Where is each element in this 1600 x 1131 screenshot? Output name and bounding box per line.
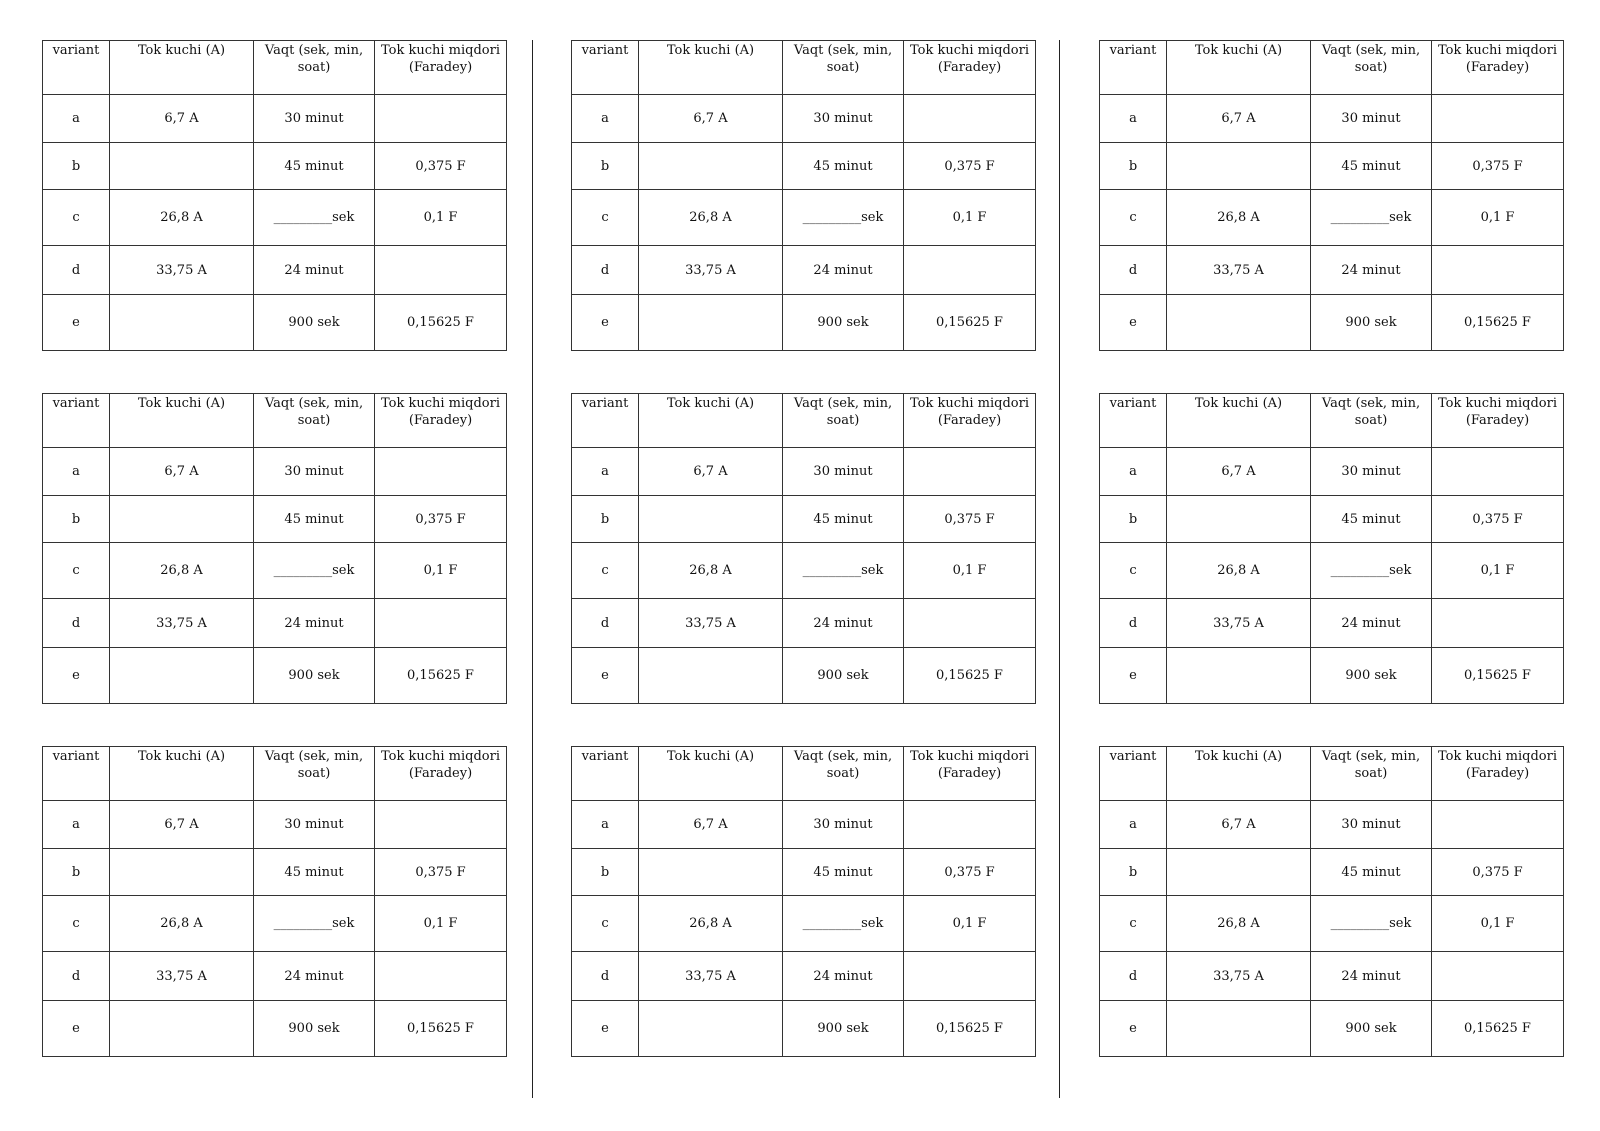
cell-current: 33,75 A xyxy=(1167,599,1311,648)
header-time: Vaqt (sek, min, soat) xyxy=(783,747,904,801)
header-variant: variant xyxy=(572,394,639,448)
cell-variant: b xyxy=(1100,496,1167,543)
cell-current xyxy=(110,496,254,543)
header-variant: variant xyxy=(572,747,639,801)
cell-variant: a xyxy=(1100,801,1167,849)
table-header-row xyxy=(43,747,507,801)
cell-charge: 0,375 F xyxy=(1432,496,1564,543)
cell-charge: 0,1 F xyxy=(375,190,507,246)
table-row xyxy=(1100,599,1564,648)
cell-charge xyxy=(1432,599,1564,648)
header-time: Vaqt (sek, min, soat) xyxy=(783,394,904,448)
table-row xyxy=(43,95,507,143)
variant-table-5 xyxy=(571,393,1036,704)
cell-variant: d xyxy=(572,952,639,1001)
cell-time: 30 minut xyxy=(1311,95,1432,143)
cell-variant: d xyxy=(1100,952,1167,1001)
header-charge: Tok kuchi miqdori (Faradey) xyxy=(1432,394,1564,448)
cell-current xyxy=(639,1001,783,1057)
cell-charge: 0,1 F xyxy=(1432,896,1564,952)
cell-current: 33,75 A xyxy=(1167,246,1311,295)
cell-variant: a xyxy=(43,448,110,496)
cell-current: 26,8 A xyxy=(110,543,254,599)
variant-table-4 xyxy=(42,393,507,704)
table-row xyxy=(1100,295,1564,351)
cell-time: 900 sek xyxy=(254,295,375,351)
table-header-row xyxy=(43,394,507,448)
cell-charge: 0,1 F xyxy=(375,543,507,599)
header-charge: Tok kuchi miqdori (Faradey) xyxy=(1432,747,1564,801)
cell-time: _________sek xyxy=(1311,896,1432,952)
table-row xyxy=(43,952,507,1001)
table-row xyxy=(43,543,507,599)
cell-current xyxy=(1167,496,1311,543)
cell-variant: c xyxy=(1100,896,1167,952)
cell-charge: 0,15625 F xyxy=(1432,295,1564,351)
cell-current xyxy=(110,1001,254,1057)
cell-time: 30 minut xyxy=(783,448,904,496)
cell-current: 26,8 A xyxy=(1167,543,1311,599)
table-row xyxy=(1100,952,1564,1001)
cell-time: 900 sek xyxy=(1311,648,1432,704)
cell-variant: a xyxy=(1100,95,1167,143)
table-row xyxy=(572,849,1036,896)
cell-time: _________sek xyxy=(783,896,904,952)
cell-current xyxy=(1167,849,1311,896)
cell-charge: 0,375 F xyxy=(375,849,507,896)
cell-charge xyxy=(904,246,1036,295)
cell-time: 900 sek xyxy=(783,1001,904,1057)
cell-time: 45 minut xyxy=(254,143,375,190)
cell-time: 30 minut xyxy=(783,801,904,849)
cell-variant: b xyxy=(572,849,639,896)
column-divider-left xyxy=(532,40,533,1098)
cell-variant: b xyxy=(43,496,110,543)
cell-variant: c xyxy=(572,543,639,599)
cell-charge: 0,375 F xyxy=(904,496,1036,543)
cell-current: 33,75 A xyxy=(639,952,783,1001)
cell-charge: 0,15625 F xyxy=(1432,1001,1564,1057)
cell-time: 30 minut xyxy=(1311,801,1432,849)
cell-variant: e xyxy=(1100,295,1167,351)
cell-time: 30 minut xyxy=(783,95,904,143)
variant-table-7 xyxy=(42,746,507,1057)
cell-variant: e xyxy=(572,648,639,704)
cell-current xyxy=(639,143,783,190)
cell-variant: a xyxy=(572,448,639,496)
cell-charge: 0,15625 F xyxy=(904,1001,1036,1057)
cell-current: 6,7 A xyxy=(1167,95,1311,143)
table-row xyxy=(1100,849,1564,896)
cell-charge: 0,15625 F xyxy=(375,1001,507,1057)
cell-variant: b xyxy=(43,849,110,896)
cell-time: 24 minut xyxy=(254,246,375,295)
table-row xyxy=(572,246,1036,295)
variant-table-1 xyxy=(42,40,507,351)
cell-variant: d xyxy=(43,952,110,1001)
header-current: Tok kuchi (A) xyxy=(1167,394,1311,448)
cell-charge xyxy=(1432,448,1564,496)
cell-charge xyxy=(375,599,507,648)
cell-variant: e xyxy=(43,295,110,351)
cell-variant: e xyxy=(1100,1001,1167,1057)
table-row xyxy=(43,648,507,704)
cell-current xyxy=(639,295,783,351)
variant-table-8 xyxy=(571,746,1036,1057)
table-row xyxy=(1100,95,1564,143)
table-row xyxy=(43,295,507,351)
cell-current: 26,8 A xyxy=(639,543,783,599)
cell-current: 33,75 A xyxy=(639,599,783,648)
table-row xyxy=(572,896,1036,952)
cell-charge: 0,15625 F xyxy=(375,295,507,351)
cell-charge xyxy=(904,448,1036,496)
cell-charge xyxy=(375,952,507,1001)
cell-variant: c xyxy=(43,190,110,246)
table-row xyxy=(1100,448,1564,496)
cell-time: 24 minut xyxy=(783,246,904,295)
cell-current xyxy=(110,849,254,896)
cell-time: _________sek xyxy=(783,190,904,246)
table-header-row xyxy=(1100,394,1564,448)
table-row xyxy=(572,448,1036,496)
table-row xyxy=(43,246,507,295)
cell-time: _________sek xyxy=(1311,543,1432,599)
cell-charge xyxy=(375,801,507,849)
cell-time: 900 sek xyxy=(783,295,904,351)
table-row xyxy=(572,648,1036,704)
cell-charge xyxy=(1432,801,1564,849)
table-header-row xyxy=(1100,747,1564,801)
cell-charge xyxy=(904,801,1036,849)
cell-charge: 0,1 F xyxy=(375,896,507,952)
table-row xyxy=(1100,801,1564,849)
cell-charge: 0,375 F xyxy=(904,849,1036,896)
cell-current: 33,75 A xyxy=(1167,952,1311,1001)
cell-charge xyxy=(375,95,507,143)
cell-time: 30 minut xyxy=(1311,448,1432,496)
cell-variant: a xyxy=(43,801,110,849)
cell-time: 24 minut xyxy=(254,599,375,648)
header-current: Tok kuchi (A) xyxy=(1167,747,1311,801)
table-header-row xyxy=(43,41,507,95)
table-row xyxy=(43,896,507,952)
cell-current xyxy=(639,849,783,896)
cell-charge: 0,375 F xyxy=(375,496,507,543)
header-charge: Tok kuchi miqdori (Faradey) xyxy=(375,41,507,95)
header-variant: variant xyxy=(1100,41,1167,95)
header-variant: variant xyxy=(1100,747,1167,801)
cell-time: 30 minut xyxy=(254,95,375,143)
header-current: Tok kuchi (A) xyxy=(639,41,783,95)
header-charge: Tok kuchi miqdori (Faradey) xyxy=(904,41,1036,95)
table-row xyxy=(572,801,1036,849)
header-current: Tok kuchi (A) xyxy=(1167,41,1311,95)
cell-time: 45 minut xyxy=(254,496,375,543)
cell-current xyxy=(110,295,254,351)
cell-charge: 0,375 F xyxy=(904,143,1036,190)
variant-table-3 xyxy=(1099,40,1564,351)
header-variant: variant xyxy=(572,41,639,95)
cell-variant: c xyxy=(43,896,110,952)
cell-charge xyxy=(1432,246,1564,295)
cell-current xyxy=(1167,648,1311,704)
cell-current: 26,8 A xyxy=(110,896,254,952)
cell-charge: 0,375 F xyxy=(375,143,507,190)
cell-time: 24 minut xyxy=(783,599,904,648)
cell-time: 24 minut xyxy=(1311,599,1432,648)
cell-time: 30 minut xyxy=(254,448,375,496)
table-header-row xyxy=(572,41,1036,95)
table-row xyxy=(43,849,507,896)
cell-current xyxy=(639,496,783,543)
cell-variant: d xyxy=(43,599,110,648)
cell-charge xyxy=(904,952,1036,1001)
cell-variant: c xyxy=(572,896,639,952)
table-row xyxy=(1100,896,1564,952)
cell-charge: 0,15625 F xyxy=(1432,648,1564,704)
variant-table-2 xyxy=(571,40,1036,351)
table-row xyxy=(43,1001,507,1057)
cell-charge: 0,15625 F xyxy=(904,648,1036,704)
table-row xyxy=(1100,190,1564,246)
cell-variant: b xyxy=(1100,849,1167,896)
header-variant: variant xyxy=(43,41,110,95)
cell-current: 33,75 A xyxy=(110,952,254,1001)
cell-variant: e xyxy=(1100,648,1167,704)
table-row xyxy=(572,1001,1036,1057)
cell-current xyxy=(110,648,254,704)
cell-variant: b xyxy=(572,496,639,543)
cell-time: 24 minut xyxy=(1311,952,1432,1001)
cell-charge: 0,1 F xyxy=(1432,543,1564,599)
cell-current xyxy=(1167,143,1311,190)
cell-variant: d xyxy=(572,599,639,648)
table-row xyxy=(1100,496,1564,543)
table-row xyxy=(43,190,507,246)
cell-variant: b xyxy=(43,143,110,190)
variant-table-6 xyxy=(1099,393,1564,704)
cell-current: 6,7 A xyxy=(110,95,254,143)
header-charge: Tok kuchi miqdori (Faradey) xyxy=(1432,41,1564,95)
table-row xyxy=(572,143,1036,190)
header-time: Vaqt (sek, min, soat) xyxy=(254,41,375,95)
cell-variant: b xyxy=(1100,143,1167,190)
cell-charge: 0,1 F xyxy=(904,896,1036,952)
cell-charge xyxy=(1432,952,1564,1001)
cell-charge: 0,1 F xyxy=(904,543,1036,599)
cell-charge: 0,15625 F xyxy=(904,295,1036,351)
cell-current: 6,7 A xyxy=(639,95,783,143)
table-row xyxy=(572,190,1036,246)
table-row xyxy=(572,952,1036,1001)
cell-variant: d xyxy=(1100,246,1167,295)
header-variant: variant xyxy=(1100,394,1167,448)
table-row xyxy=(43,143,507,190)
cell-time: 45 minut xyxy=(783,143,904,190)
cell-charge: 0,1 F xyxy=(904,190,1036,246)
cell-current: 26,8 A xyxy=(1167,190,1311,246)
table-row xyxy=(1100,143,1564,190)
cell-charge xyxy=(1432,95,1564,143)
header-current: Tok kuchi (A) xyxy=(110,41,254,95)
cell-variant: e xyxy=(43,648,110,704)
cell-time: 900 sek xyxy=(1311,1001,1432,1057)
cell-current: 6,7 A xyxy=(110,448,254,496)
cell-current: 33,75 A xyxy=(639,246,783,295)
cell-current: 26,8 A xyxy=(110,190,254,246)
header-time: Vaqt (sek, min, soat) xyxy=(254,394,375,448)
cell-current: 33,75 A xyxy=(110,246,254,295)
cell-variant: a xyxy=(572,95,639,143)
cell-current xyxy=(110,143,254,190)
cell-time: _________sek xyxy=(254,190,375,246)
table-row xyxy=(572,599,1036,648)
cell-time: 45 minut xyxy=(783,496,904,543)
cell-variant: e xyxy=(572,1001,639,1057)
variant-table-9 xyxy=(1099,746,1564,1057)
table-row xyxy=(1100,246,1564,295)
cell-charge xyxy=(375,448,507,496)
cell-variant: c xyxy=(43,543,110,599)
cell-variant: a xyxy=(572,801,639,849)
header-variant: variant xyxy=(43,394,110,448)
cell-time: 45 minut xyxy=(1311,849,1432,896)
header-charge: Tok kuchi miqdori (Faradey) xyxy=(375,394,507,448)
cell-charge xyxy=(904,95,1036,143)
cell-time: 900 sek xyxy=(783,648,904,704)
cell-variant: c xyxy=(572,190,639,246)
cell-current xyxy=(639,648,783,704)
cell-time: 45 minut xyxy=(1311,143,1432,190)
table-row xyxy=(1100,543,1564,599)
cell-current: 6,7 A xyxy=(1167,448,1311,496)
table-header-row xyxy=(572,747,1036,801)
header-variant: variant xyxy=(43,747,110,801)
cell-current: 6,7 A xyxy=(110,801,254,849)
table-header-row xyxy=(572,394,1036,448)
cell-time: 30 minut xyxy=(254,801,375,849)
cell-current: 6,7 A xyxy=(639,448,783,496)
cell-charge: 0,375 F xyxy=(1432,849,1564,896)
header-current: Tok kuchi (A) xyxy=(110,394,254,448)
table-row xyxy=(572,496,1036,543)
cell-time: _________sek xyxy=(254,543,375,599)
header-charge: Tok kuchi miqdori (Faradey) xyxy=(375,747,507,801)
table-row xyxy=(43,496,507,543)
header-current: Tok kuchi (A) xyxy=(110,747,254,801)
table-header-row xyxy=(1100,41,1564,95)
column-divider-right xyxy=(1059,40,1060,1098)
header-time: Vaqt (sek, min, soat) xyxy=(1311,394,1432,448)
table-row xyxy=(572,543,1036,599)
cell-variant: c xyxy=(1100,543,1167,599)
header-current: Tok kuchi (A) xyxy=(639,394,783,448)
table-row xyxy=(1100,1001,1564,1057)
cell-variant: d xyxy=(43,246,110,295)
cell-current xyxy=(1167,1001,1311,1057)
cell-time: 45 minut xyxy=(254,849,375,896)
table-row xyxy=(572,295,1036,351)
cell-time: 24 minut xyxy=(783,952,904,1001)
cell-time: _________sek xyxy=(783,543,904,599)
cell-current: 26,8 A xyxy=(1167,896,1311,952)
cell-current: 6,7 A xyxy=(1167,801,1311,849)
header-current: Tok kuchi (A) xyxy=(639,747,783,801)
cell-time: 45 minut xyxy=(783,849,904,896)
cell-time: 24 minut xyxy=(1311,246,1432,295)
header-time: Vaqt (sek, min, soat) xyxy=(1311,747,1432,801)
table-row xyxy=(43,801,507,849)
table-row xyxy=(572,95,1036,143)
cell-variant: a xyxy=(43,95,110,143)
table-row xyxy=(43,599,507,648)
cell-variant: a xyxy=(1100,448,1167,496)
cell-charge: 0,375 F xyxy=(1432,143,1564,190)
cell-current xyxy=(1167,295,1311,351)
cell-charge xyxy=(375,246,507,295)
cell-current: 26,8 A xyxy=(639,190,783,246)
cell-time: 900 sek xyxy=(254,1001,375,1057)
cell-charge xyxy=(904,599,1036,648)
cell-time: 900 sek xyxy=(254,648,375,704)
cell-time: 45 minut xyxy=(1311,496,1432,543)
cell-current: 33,75 A xyxy=(110,599,254,648)
cell-variant: c xyxy=(1100,190,1167,246)
cell-charge: 0,15625 F xyxy=(375,648,507,704)
header-time: Vaqt (sek, min, soat) xyxy=(1311,41,1432,95)
table-row xyxy=(1100,648,1564,704)
cell-current: 26,8 A xyxy=(639,896,783,952)
cell-time: 900 sek xyxy=(1311,295,1432,351)
header-charge: Tok kuchi miqdori (Faradey) xyxy=(904,394,1036,448)
table-row xyxy=(43,448,507,496)
header-charge: Tok kuchi miqdori (Faradey) xyxy=(904,747,1036,801)
cell-time: _________sek xyxy=(254,896,375,952)
cell-time: _________sek xyxy=(1311,190,1432,246)
cell-variant: e xyxy=(572,295,639,351)
cell-variant: d xyxy=(572,246,639,295)
cell-charge: 0,1 F xyxy=(1432,190,1564,246)
header-time: Vaqt (sek, min, soat) xyxy=(254,747,375,801)
header-time: Vaqt (sek, min, soat) xyxy=(783,41,904,95)
cell-variant: d xyxy=(1100,599,1167,648)
cell-variant: e xyxy=(43,1001,110,1057)
cell-current: 6,7 A xyxy=(639,801,783,849)
cell-variant: b xyxy=(572,143,639,190)
cell-time: 24 minut xyxy=(254,952,375,1001)
